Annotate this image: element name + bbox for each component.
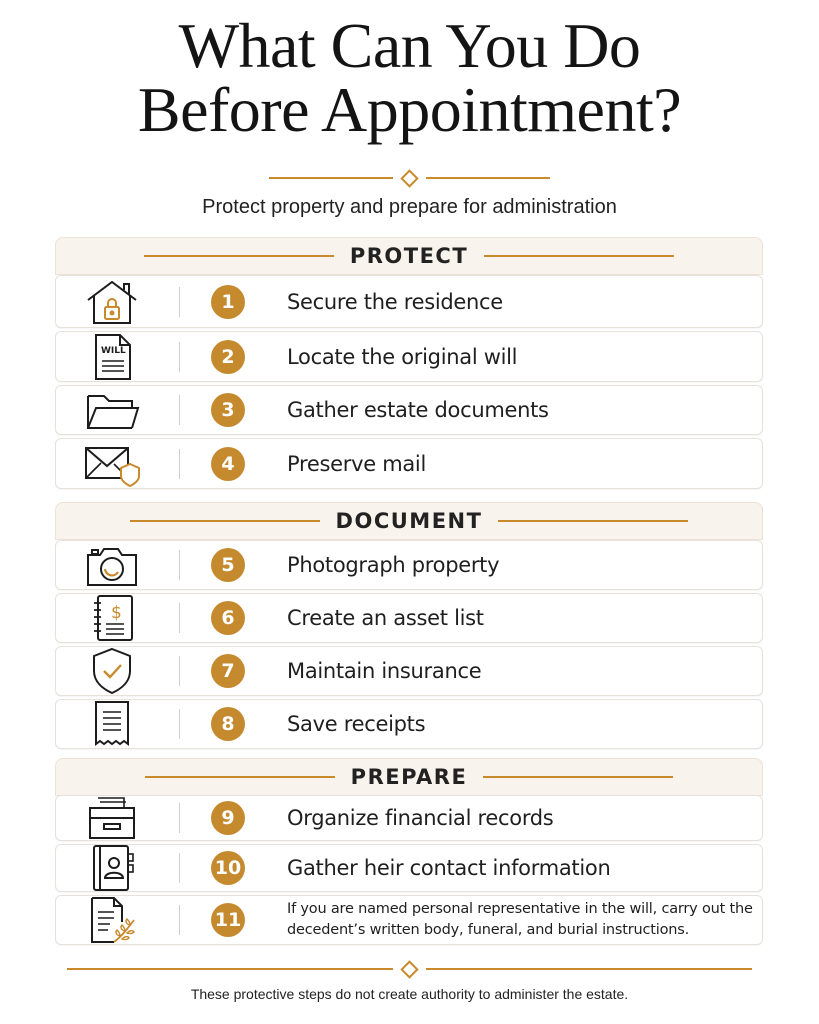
step-number: 7 (211, 654, 245, 688)
envelope-shield-icon (84, 440, 140, 488)
list-item-2 (55, 331, 763, 382)
step-label: Locate the original will (287, 344, 518, 369)
file-drawer-icon (84, 794, 140, 842)
list-item-8 (55, 699, 763, 749)
section-header-protect (55, 237, 763, 275)
list-item-10 (55, 844, 763, 892)
house-lock-icon (84, 278, 140, 326)
diamond-ornament-icon (400, 960, 418, 978)
step-label: Save receipts (287, 712, 426, 736)
step-number: 10 (211, 851, 245, 885)
step-label: Secure the residence (287, 289, 503, 314)
section-heading: DOCUMENT (335, 509, 483, 533)
list-item-9 (55, 795, 763, 841)
svg-text:$: $ (111, 603, 122, 623)
step-label: Organize financial records (287, 806, 554, 830)
step-number: 6 (211, 601, 245, 635)
section-heading: PREPARE (350, 765, 468, 789)
section-header-prepare (55, 758, 763, 796)
step-number: 8 (211, 707, 245, 741)
step-number: 1 (211, 285, 245, 319)
receipt-icon (84, 700, 140, 748)
step-number: 3 (211, 393, 245, 427)
step-label: Gather estate documents (287, 398, 549, 422)
folder-icon (84, 386, 140, 434)
list-item-1 (55, 275, 763, 328)
step-number: 9 (211, 801, 245, 835)
section-heading: PROTECT (349, 244, 469, 268)
step-label: If you are named personal representative in the will, carry out the decedent’s written body, funeral, and burial instructions. (287, 901, 753, 938)
step-number: 4 (211, 447, 245, 481)
footer-note: These protective steps do not create authority to administer the estate. (190, 986, 629, 1002)
step-label: Gather heir contact information (287, 856, 611, 880)
document-laurel-icon (84, 896, 140, 944)
section-header-document (55, 502, 763, 540)
list-item-4 (55, 438, 763, 489)
step-label: Photograph property (287, 553, 500, 577)
ledger-dollar-icon (84, 594, 140, 642)
title-line-2: Before Appointment? (137, 74, 682, 145)
list-item-11 (55, 895, 763, 945)
list-item-3 (55, 385, 763, 435)
list-item-6 (55, 593, 763, 643)
step-number: 5 (211, 548, 245, 582)
step-number: 11 (211, 903, 245, 937)
diamond-ornament-icon (400, 169, 418, 187)
will-document-icon (84, 333, 140, 381)
shield-check-icon (84, 647, 140, 695)
address-book-icon (84, 844, 140, 892)
step-label: Create an asset list (287, 606, 484, 630)
list-item-7 (55, 646, 763, 696)
footer-divider (0, 959, 819, 979)
will-icon-text: WILL (101, 345, 126, 356)
step-number: 2 (211, 340, 245, 374)
step-label: Preserve mail (287, 451, 426, 476)
step-label: Maintain insurance (287, 659, 482, 683)
subtitle: Protect property and prepare for administration (202, 196, 617, 218)
page-title (0, 10, 819, 145)
camera-icon (84, 541, 140, 589)
list-item-5 (55, 540, 763, 590)
title-divider (0, 168, 819, 188)
title-line-1: What Can You Do (178, 10, 641, 81)
